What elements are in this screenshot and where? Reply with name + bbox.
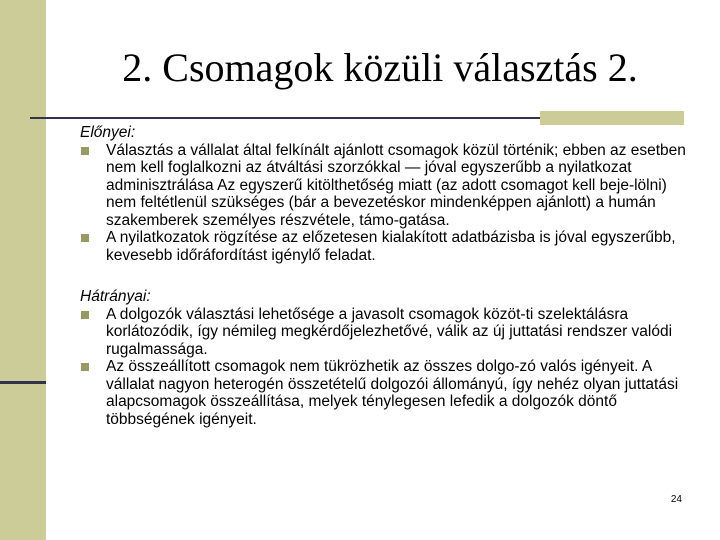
square-bullet-icon: [81, 363, 89, 371]
title-accent-bar: [540, 111, 684, 125]
list-item-text: Választás a vállalat által felkínált ajánlott csomagok közül történik; ebben az esetben nem kell foglalkozni az átváltási szorzókkal — jóval egyszerűbb a nyilatkozat adminisztrálása Az egyszerű kitölthetőség miatt (az adott csomagot kell beje-lölni) nem feltétlenül szükséges (bár a bevezetéskor mindenképpen ajánlott) a humán szakemberek személyes részvétele, támo-gatása.: [106, 141, 686, 229]
list-item: [80, 229, 690, 264]
list-item-text: A nyilatkozatok rögzítése az előzetesen kialakított adatbázisba is jóval egyszerűbb, kevesebb időráfordítást igénylő feladat.: [106, 229, 676, 264]
list-item-text: A dolgozók választási lehetősége a javasolt csomagok közöt-ti szelektálásra korlátozódik, így némileg megkérdőjelezhetővé, válik az új juttatási rendszer valódi rugalmassága.: [106, 305, 673, 358]
advantages-heading: Előnyei:: [80, 124, 136, 141]
square-bullet-icon: [81, 147, 89, 155]
square-bullet-icon: [81, 234, 89, 242]
list-item: [80, 142, 690, 230]
list-item-text: Az összeállított csomagok nem tükrözhetik az összes dolgo-zó valós igényeit. A vállalat nagyon heterogén összetételű dolgozói állományú, így nehéz olyan juttatási alapcsomagok összeállítása, melyek ténylegesen lefedik a dolgozók döntő többségének igényeit.: [106, 358, 679, 428]
list-item: [80, 306, 690, 359]
left-decorative-band: [0, 0, 46, 540]
square-bullet-icon: [81, 311, 89, 319]
advantages-list: [80, 142, 690, 265]
list-item: [80, 358, 690, 428]
disadvantages-list: [80, 306, 690, 429]
page-number: 24: [670, 494, 682, 505]
slide-title: 2. Csomagok közüli választás 2.: [122, 45, 638, 90]
slide-content: [80, 124, 690, 428]
left-band-rule: [0, 381, 46, 384]
disadvantages-heading: Hátrányai:: [80, 288, 151, 305]
